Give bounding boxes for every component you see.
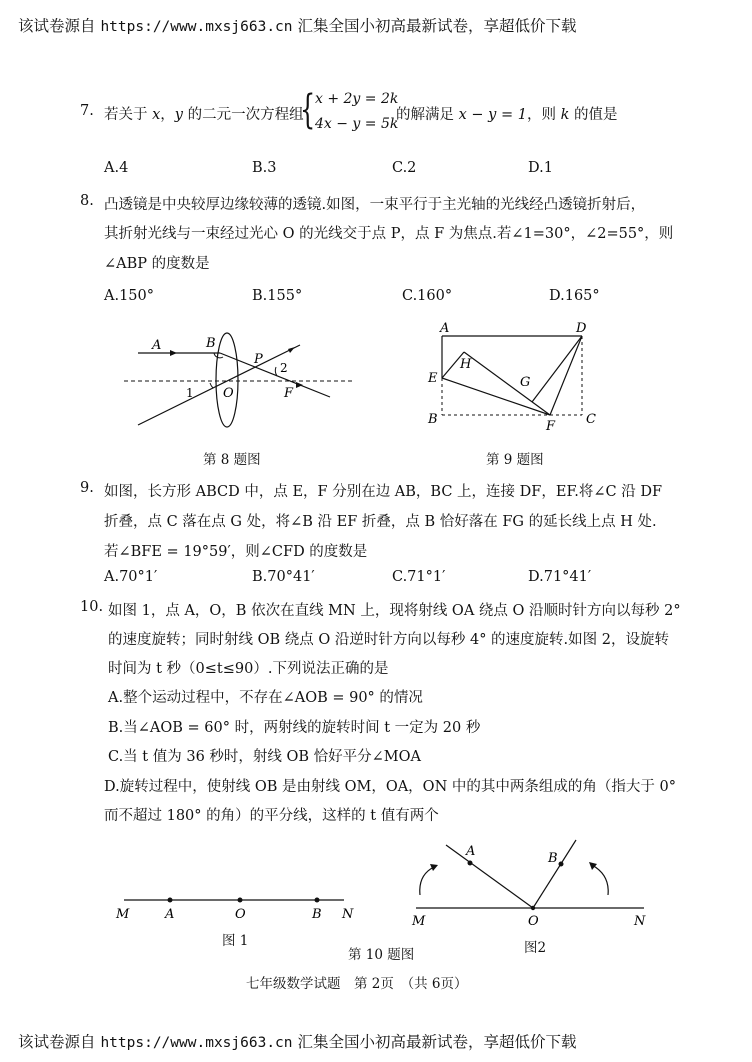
segment-df (550, 336, 582, 415)
point-b (559, 862, 564, 867)
q7-var-k: k (560, 107, 570, 123)
q7-stem (104, 103, 304, 124)
q9-line-3: 若∠BFE = 19°59′，则∠CFD 的度数是 (104, 544, 368, 560)
label-m: M (412, 914, 426, 929)
arrow-o (288, 347, 295, 353)
figure-10-1-caption: 图 1 (222, 933, 249, 949)
q10-option-b: B.当∠AOB = 60° 时，两射线的旋转时间 t 一定为 20 秒 (108, 720, 481, 736)
q10-line-2: 的速度旋转；同时射线 OB 绕点 O 沿逆时针方向以每秒 4° 的速度旋转.如图 2，设旋转 (108, 632, 670, 648)
q8-line-1: 凸透镜是中央较厚边缘较薄的透镜.如图，一束平行于主光轴的光线经凸透镜折射后， (104, 197, 646, 213)
label-e: E (428, 371, 438, 386)
figure-10-2-rotating-rays (408, 835, 658, 930)
label-p: P (254, 352, 263, 367)
q7-condition: x − y = 1 (458, 107, 527, 123)
bottom-banner (18, 1030, 576, 1052)
q7-text-a: 若关于 (104, 107, 148, 123)
q10-line-3: 时间为 t 秒（0≤t≤90）.下列说法正确的是 (108, 661, 389, 677)
q7-text-d: ，则 (526, 107, 556, 123)
label-b: B (548, 851, 558, 866)
q10-option-d-line-2: 而不超过 180° 的角）的平分线，这样的 t 值有两个 (104, 808, 439, 824)
label-a: A (440, 321, 450, 336)
figure-10-1-line-mn (112, 888, 362, 924)
clockwise-arrow (420, 867, 434, 895)
banner-url[interactable]: https://www.mxsj663.cn (100, 19, 293, 35)
label-a: A (165, 907, 175, 922)
counterclockwise-arrow (592, 865, 608, 895)
label-c: C (586, 412, 596, 427)
label-angle-2: 2 (280, 361, 288, 375)
label-h: H (460, 357, 472, 372)
q7-text-b: 的二元一次方程组 (187, 107, 304, 123)
angle-1-arc (210, 383, 213, 388)
figure-9-rectangle-fold (420, 318, 610, 438)
label-m: M (116, 907, 130, 922)
q7-var-y: y (174, 107, 183, 123)
label-o: O (528, 914, 539, 929)
label-b: B (206, 336, 216, 351)
q7-equation-2: 4x − y = 5k (315, 116, 399, 132)
q8-option-b: B.155° (252, 288, 303, 304)
q7-option-c: C.2 (392, 160, 417, 176)
label-b: B (312, 907, 322, 922)
point-o (238, 898, 243, 903)
q9-option-a: A.70°1′ (104, 569, 158, 585)
q8-line-2: 其折射光线与一束经过光心 O 的光线交于点 P，点 F 为焦点.若∠1=30°，∠2=55°，则 (104, 226, 674, 242)
label-g: G (520, 375, 531, 390)
q7-stem-2 (396, 103, 617, 124)
arrow-ab (170, 350, 177, 356)
q8-option-a: A.150° (104, 288, 155, 304)
page-footer: 七年级数学试题 第 2页 （共 6页） (246, 976, 468, 992)
q10-option-a: A.整个运动过程中，不存在∠AOB = 90° 的情况 (108, 690, 423, 706)
clockwise-arrowhead (430, 864, 438, 871)
q7-var-x: x (152, 107, 161, 123)
point-o (531, 906, 535, 910)
banner-prefix: 该试卷源自 (18, 17, 96, 35)
banner-suffix: 汇集全国小初高最新试卷，享超低价下载 (297, 17, 577, 35)
q10-line-1: 如图 1，点 A，O，B 依次在直线 MN 上，现将射线 OA 绕点 O 沿顺时针方向以每秒 2° (108, 603, 681, 619)
arrow-f (296, 382, 303, 388)
q10-number: 10. (80, 599, 104, 615)
figure-9-caption: 第 9 题图 (486, 452, 544, 468)
figure-10-2-caption: 图2 (524, 940, 547, 956)
ray-bf (220, 353, 330, 397)
figure-10-caption: 第 10 题图 (348, 947, 415, 963)
q9-option-b: B.70°41′ (252, 569, 315, 585)
figure-8-lens-diagram (120, 325, 360, 440)
label-b: B (428, 412, 438, 427)
label-n: N (342, 907, 354, 922)
label-a: A (152, 338, 162, 353)
q8-line-3: ∠ABP 的度数是 (104, 256, 210, 272)
q7-option-b: B.3 (252, 160, 277, 176)
q9-line-1: 如图，长方形 ABCD 中，点 E，F 分别在边 AB，BC 上，连接 DF，EF.将∠C 沿 DF (104, 484, 663, 500)
q10-option-c: C.当 t 值为 36 秒时，射线 OB 恰好平分∠MOA (108, 749, 422, 765)
banner-suffix: 汇集全国小初高最新试卷，享超低价下载 (297, 1033, 577, 1051)
point-a (168, 898, 173, 903)
label-o: O (223, 386, 234, 401)
point-a (468, 861, 473, 866)
label-n: N (634, 914, 646, 929)
segment-hf (464, 352, 550, 415)
banner-prefix: 该试卷源自 (18, 1033, 96, 1051)
q9-line-2: 折叠，点 C 落在点 G 处，将∠B 沿 EF 折叠，点 B 恰好落在 FG 的延长线上点 H 处. (104, 514, 657, 530)
q7-option-a: A.4 (104, 160, 129, 176)
lens-shape (216, 333, 238, 427)
q8-option-d: D.165° (549, 288, 600, 304)
label-o: O (235, 907, 246, 922)
point-b (315, 898, 320, 903)
ray-oa (446, 845, 533, 908)
label-angle-1: 1 (186, 386, 194, 400)
q7-number: 7. (80, 103, 94, 119)
label-f: F (546, 419, 556, 434)
counterclockwise-arrowhead (589, 862, 597, 870)
label-f: F (284, 386, 294, 401)
segment-dg (532, 336, 582, 402)
q9-option-c: C.71°1′ (392, 569, 446, 585)
q9-option-d: D.71°41′ (528, 569, 592, 585)
q7-equation-1: x + 2y = 2k (315, 91, 399, 107)
label-a: A (466, 844, 476, 859)
q7-text-c: 的解满足 (396, 107, 454, 123)
label-d: D (576, 321, 587, 336)
q7-option-d: D.1 (528, 160, 553, 176)
banner-url[interactable]: https://www.mxsj663.cn (100, 1035, 293, 1051)
q8-number: 8. (80, 193, 94, 209)
q8-option-c: C.160° (402, 288, 453, 304)
top-banner (18, 14, 576, 36)
q10-option-d-line-1: D.旋转过程中，使射线 OB 是由射线 OM，OA，ON 中的其中两条组成的角（指大于 0° (104, 779, 676, 795)
q7-comma: ， (160, 107, 175, 123)
q7-brace: { (300, 87, 316, 133)
q9-number: 9. (80, 480, 94, 496)
segment-ef (442, 378, 550, 415)
figure-8-caption: 第 8 题图 (203, 452, 261, 468)
q7-text-e: 的值是 (573, 107, 618, 123)
